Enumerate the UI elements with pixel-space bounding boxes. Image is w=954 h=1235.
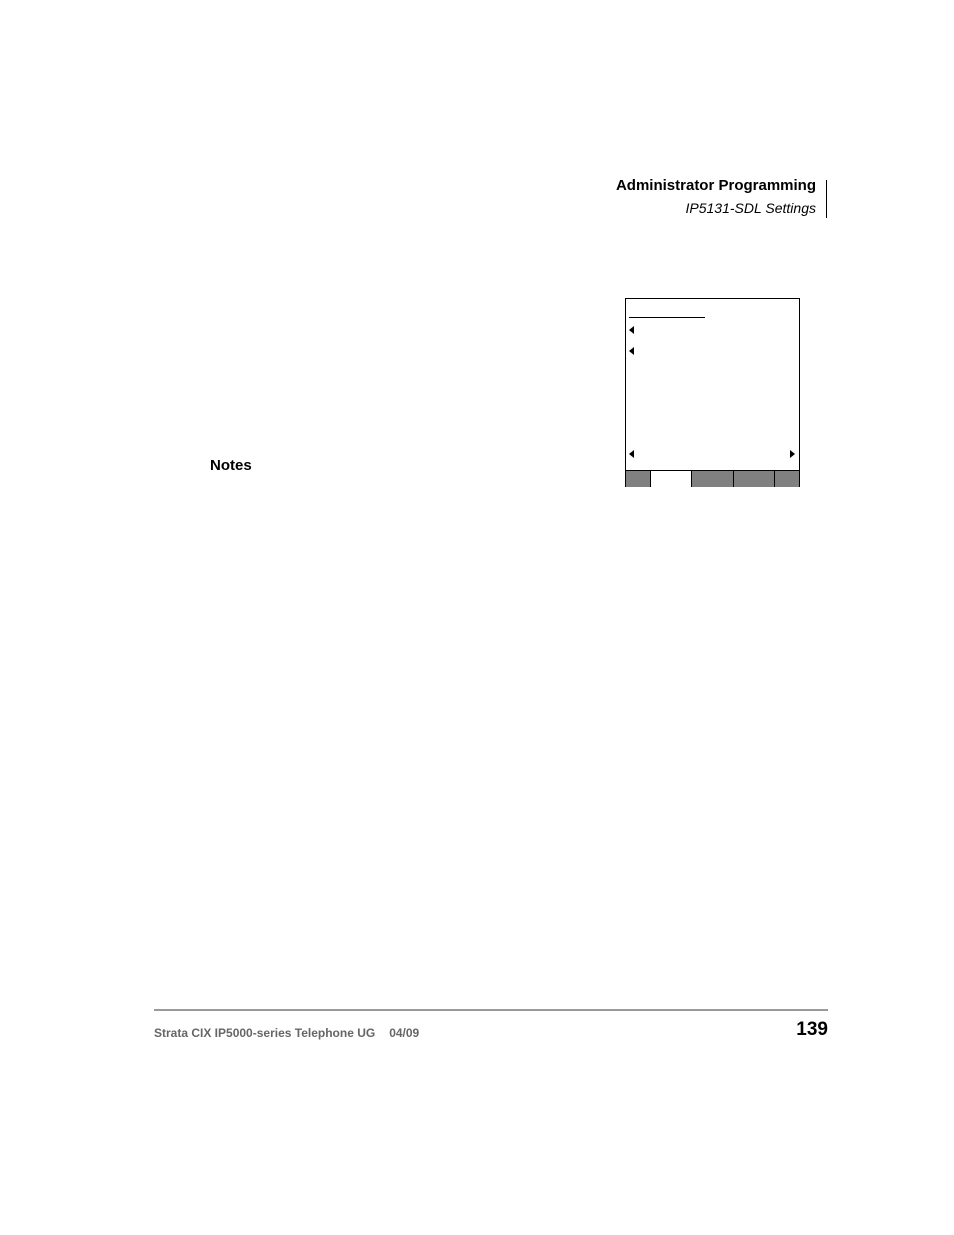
footer-rule [154, 1009, 828, 1011]
footer-document-title: Strata CIX IP5000-series Telephone UG [154, 1026, 376, 1040]
footer-text [154, 1026, 419, 1040]
arrow-left-icon [629, 326, 634, 334]
arrow-left-icon [629, 450, 634, 458]
header-subtitle: IP5131-SDL Settings [685, 200, 816, 216]
softkey-2 [651, 471, 692, 487]
page-number: 139 [796, 1019, 828, 1040]
softkey-1 [626, 471, 651, 487]
arrow-left-icon [629, 347, 634, 355]
softkey-5 [775, 471, 799, 487]
footer-date: 04/09 [389, 1026, 420, 1040]
lcd-softkey-bar [626, 470, 799, 487]
notes-heading: Notes [210, 457, 252, 474]
lcd-display-illustration [625, 298, 800, 487]
header-vertical-rule [826, 180, 827, 218]
softkey-3 [692, 471, 734, 487]
header-title: Administrator Programming [615, 177, 816, 194]
softkey-4 [734, 471, 775, 487]
arrow-right-icon [790, 450, 795, 458]
lcd-title-underline [629, 317, 705, 318]
